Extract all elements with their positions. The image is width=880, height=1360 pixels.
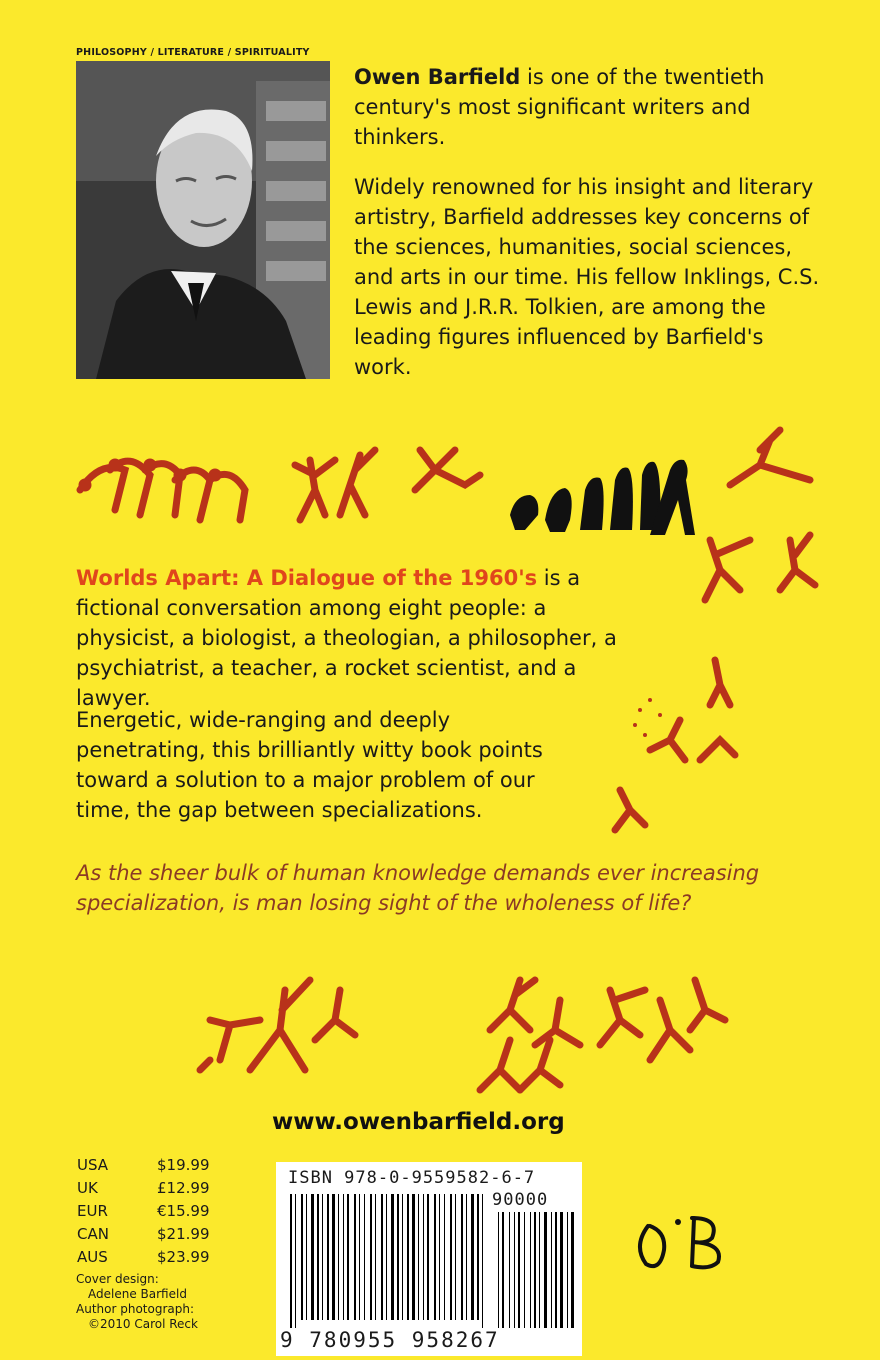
barcode-addon-bar <box>551 1212 552 1328</box>
barcode-bar <box>327 1194 329 1320</box>
price-value: £12.99 <box>157 1179 210 1197</box>
price-row <box>77 1223 210 1246</box>
barcode-addon-bar <box>518 1212 520 1328</box>
figure-illustrations-side <box>600 510 860 850</box>
barcode-bar <box>427 1194 429 1320</box>
photo-name: ©2010 Carol Reck <box>88 1317 198 1331</box>
barcode-bar <box>461 1194 463 1320</box>
barcode-bar <box>354 1194 356 1320</box>
price-value: $23.99 <box>157 1248 210 1266</box>
barcode <box>276 1162 582 1356</box>
book-description-text: is a fictional conversation among eight people: a physicist, a biologist, a theologian, a philosopher, a psychiatrist, a teacher, a rocket scientist, and a lawyer. <box>76 566 617 710</box>
barcode-bar <box>370 1194 372 1320</box>
barcode-bar <box>332 1194 335 1320</box>
barcode-addon-bar <box>514 1212 515 1328</box>
barcode-addon-bar <box>539 1212 540 1328</box>
barcode-bar <box>477 1194 479 1320</box>
barcode-addon-bar <box>571 1212 574 1328</box>
author-intro <box>354 62 814 152</box>
barcode-bar <box>301 1194 303 1320</box>
barcode-bar <box>311 1194 314 1320</box>
figure-illustrations-bottom <box>190 950 750 1100</box>
barcode-addon-bar <box>534 1212 536 1328</box>
book-description <box>76 563 636 713</box>
barcode-bar <box>418 1194 419 1320</box>
barcode-addon-bar <box>530 1212 531 1328</box>
barcode-bar <box>386 1194 387 1320</box>
book-quote: As the sheer bulk of human knowledge demands ever increasing specialization, is man losing sight of the wholeness of life? <box>76 861 760 915</box>
crouching-figures <box>79 459 245 520</box>
barcode-bar <box>375 1194 376 1320</box>
barcode-bar <box>439 1194 440 1320</box>
barcode-bar <box>306 1194 307 1320</box>
barcode-addon-bar <box>502 1212 504 1328</box>
price-row <box>77 1154 210 1177</box>
barcode-bar <box>317 1194 319 1320</box>
photo-label: Author photograph: <box>76 1302 194 1316</box>
barcode-bar <box>295 1194 296 1328</box>
barcode-bar <box>471 1194 474 1320</box>
barcode-bar <box>364 1194 365 1320</box>
price-list <box>77 1154 210 1269</box>
barcode-bar <box>381 1194 383 1320</box>
book-praise: Energetic, wide-ranging and deeply penetrating, this brilliantly witty book points toward a solution to a major problem of our time, the gap between specializations. <box>76 708 543 822</box>
isbn-text: ISBN 978-0-9559582-6-7 <box>288 1168 536 1188</box>
price-value: $19.99 <box>157 1156 210 1174</box>
author-name: Owen Barfield <box>354 65 521 89</box>
barcode-bar <box>359 1194 360 1320</box>
barcode-bar <box>482 1194 483 1328</box>
barcode-addon-bar <box>509 1212 510 1328</box>
barcode-bar <box>450 1194 452 1320</box>
author-renown: Widely renowned for his insight and literary artistry, Barfield addresses key concerns of the sciences, humanities, social sciences, and arts in our time. His fellow Inklings, C.S. Lewis and J.R.R. Tolkien, are among the leading figures influenced by Barfield's work. <box>354 175 820 379</box>
barcode-bar <box>347 1194 349 1320</box>
barcode-bar <box>407 1194 409 1320</box>
barcode-bar <box>466 1194 467 1320</box>
barcode-bar <box>423 1194 424 1320</box>
barcode-bar <box>412 1194 415 1320</box>
barcode-bar <box>434 1194 436 1320</box>
barcode-addon-bar <box>560 1212 563 1328</box>
publisher-logo <box>628 1206 748 1276</box>
price-region: EUR <box>77 1202 108 1220</box>
price-region: CAN <box>77 1225 109 1243</box>
dancing-figures <box>295 450 480 520</box>
author-photo <box>76 61 330 379</box>
barcode-addon-bar <box>567 1212 568 1328</box>
barcode-bar <box>455 1194 456 1320</box>
price-row <box>77 1200 210 1223</box>
barcode-addon-bar <box>555 1212 557 1328</box>
barcode-bar <box>391 1194 394 1320</box>
credits <box>76 1272 198 1332</box>
barcode-addon-bar <box>498 1212 499 1328</box>
book-title: Worlds Apart: A Dialogue of the 1960's <box>76 566 538 590</box>
barcode-bar <box>402 1194 403 1320</box>
price-row <box>77 1246 210 1269</box>
barcode-bar <box>444 1194 445 1320</box>
category-label: PHILOSOPHY / LITERATURE / SPIRITUALITY <box>76 47 310 58</box>
design-label: Cover design: <box>76 1272 159 1286</box>
barcode-bars <box>286 1194 576 1328</box>
website-link[interactable]: www.owenbarfield.org <box>272 1109 565 1135</box>
price-region: AUS <box>77 1248 108 1266</box>
design-name: Adelene Barfield <box>88 1287 187 1301</box>
barcode-bar <box>322 1194 323 1320</box>
author-intro-text: is one of the twentieth century's most significant writers and thinkers. <box>354 65 765 149</box>
barcode-bar <box>343 1194 344 1320</box>
price-addon-number: 90000 <box>492 1190 549 1210</box>
price-row <box>77 1177 210 1200</box>
isbn-digits: 9 780955 958267 <box>280 1328 500 1352</box>
price-value: $21.99 <box>157 1225 210 1243</box>
price-region: USA <box>77 1156 109 1174</box>
barcode-addon-bar <box>544 1212 547 1328</box>
barcode-bar <box>397 1194 399 1320</box>
barcode-bar <box>290 1194 292 1328</box>
price-value: €15.99 <box>157 1202 210 1220</box>
price-region: UK <box>77 1179 98 1197</box>
leaping-figure <box>730 430 810 485</box>
barcode-bar <box>338 1194 339 1320</box>
barcode-addon-bar <box>524 1212 525 1328</box>
